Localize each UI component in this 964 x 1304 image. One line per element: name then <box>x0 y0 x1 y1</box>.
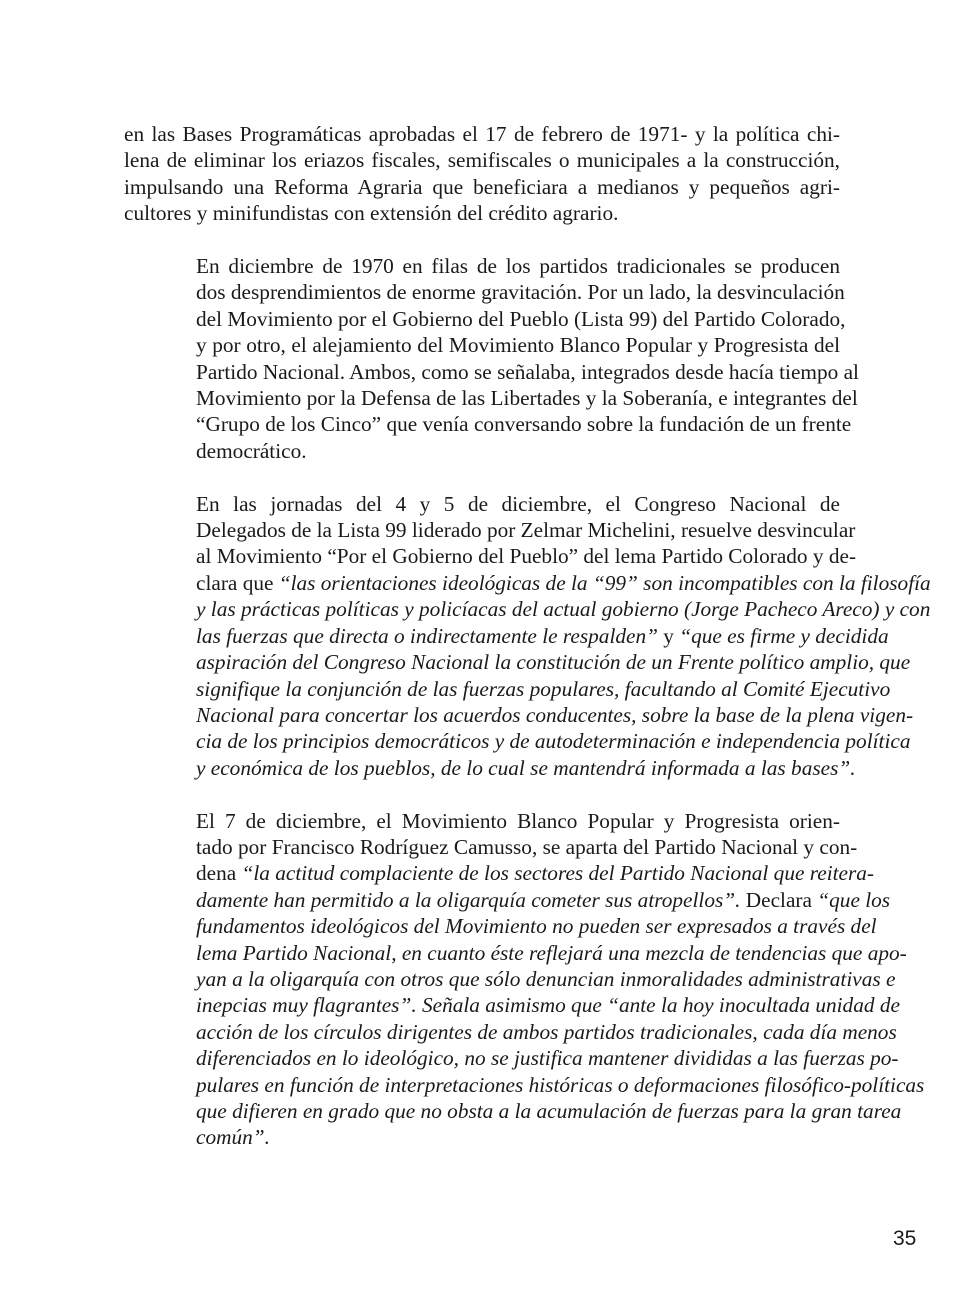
text-segment: En diciembre de 1970 en filas de los partidos tradicionales se producen <box>196 254 840 279</box>
page-number: 35 <box>893 1227 917 1250</box>
paragraph-3 <box>124 491 931 781</box>
quoted-text: signifique la conjunción de las fuerzas populares, facultando al Comité Ejecutivo <box>196 676 891 701</box>
text-segment: Movimiento por la Defensa de las Libertades y la Soberanía, e integrantes del <box>196 386 858 411</box>
paragraph-2 <box>124 253 859 464</box>
text-line <box>124 332 840 358</box>
text-line <box>124 940 907 966</box>
text-segment: En las jornadas del 4 y 5 de diciembre, el Congreso Nacional de <box>196 491 840 516</box>
quoted-text: damente han permitido a la oligarquía cometer sus atropellos”. <box>196 887 741 912</box>
text-line <box>124 1124 840 1150</box>
text-segment: en las Bases Programáticas aprobadas el 17 de febrero de 1971- y la política chi- <box>124 122 840 146</box>
text-line <box>124 966 896 992</box>
quoted-text: y las prácticas políticas y policíacas del actual gobierno (Jorge Pacheco Areco) y con <box>196 597 931 622</box>
quoted-text: las fuerzas que directa o indirectamente le respalden” <box>196 623 658 648</box>
text-segment: lena de eliminar los eriazos fiscales, semifiscales o municipales a la construcción, <box>124 148 840 173</box>
text-line <box>124 279 845 305</box>
text-segment: El 7 de diciembre, el Movimiento Blanco Popular y Progresista orien- <box>196 808 840 833</box>
quoted-text: y económica de los pueblos, de lo cual se mantendrá informada a las bases”. <box>196 755 856 780</box>
text-line <box>124 174 840 200</box>
quoted-text: diferenciados en lo ideológico, no se justifica mantener divididas a las fuerzas po- <box>196 1046 899 1071</box>
text-line <box>124 147 840 173</box>
text-line <box>124 121 840 147</box>
quoted-text: “las orientaciones ideológicas de la “99” son incompatibles con la filosofía <box>278 570 931 595</box>
text-line <box>124 1072 925 1098</box>
text-line <box>124 860 875 886</box>
text-segment: dena <box>196 861 242 886</box>
quoted-text: pulares en función de interpretaciones históricas o deformaciones filosófico-políticas <box>196 1072 925 1097</box>
text-line <box>124 623 889 649</box>
text-segment: Delegados de la Lista 99 liderado por Zelmar Michelini, resuelve desvincular <box>196 518 856 543</box>
text-segment: y <box>657 623 680 648</box>
text-line <box>124 887 891 913</box>
text-segment: al Movimiento “Por el Gobierno del Pueblo” del lema Partido Colorado y de- <box>196 544 857 569</box>
text-line <box>124 728 911 754</box>
text-line <box>124 411 852 437</box>
text-segment: y por otro, el alejamiento del Movimiento Blanco Popular y Progresista del <box>196 333 840 358</box>
text-line <box>124 359 859 385</box>
quoted-text: común”. <box>196 1125 270 1150</box>
text-line <box>124 253 840 279</box>
text-line <box>124 676 891 702</box>
text-segment: democrático. <box>196 438 307 463</box>
text-line <box>124 992 900 1018</box>
text-line <box>124 385 858 411</box>
text-segment: Partido Nacional. Ambos, como se señalaba, integrados desde hacía tiempo al <box>196 359 859 384</box>
text-line <box>124 543 857 569</box>
text-segment: dos desprendimientos de enorme gravitación. Por un lado, la desvinculación <box>196 280 845 305</box>
quoted-text: lema Partido Nacional, en cuanto éste reflejará una mezcla de tendencias que apo- <box>196 940 907 965</box>
text-segment: del Movimiento por el Gobierno del Pueblo (Lista 99) del Partido Colorado, <box>196 306 846 331</box>
text-segment: clara que <box>196 570 279 595</box>
text-line <box>124 517 856 543</box>
text-line <box>124 1098 902 1124</box>
text-line <box>124 200 840 226</box>
quoted-text: aspiración del Congreso Nacional la constitución de un Frente político amplio, que <box>196 650 911 675</box>
text-line <box>124 570 931 596</box>
text-line <box>124 834 858 860</box>
body-text <box>124 121 931 1177</box>
text-line <box>124 808 840 834</box>
text-line <box>124 755 856 781</box>
text-segment: Declara <box>740 887 818 912</box>
text-line <box>124 702 914 728</box>
text-segment: cultores y minifundistas con extensión del crédito agrario. <box>124 201 619 226</box>
text-segment: impulsando una Reforma Agraria que beneficiara a medianos y pequeños agri- <box>124 174 840 199</box>
text-line <box>124 491 840 517</box>
text-line <box>124 306 846 332</box>
text-segment: tado por Francisco Rodríguez Camusso, se aparta del Partido Nacional y con- <box>196 834 858 859</box>
quoted-text: yan a la oligarquía con otros que sólo denuncian inmoralidades administrativas e <box>196 966 896 991</box>
quoted-text: cia de los principios democráticos y de autodeterminación e independencia política <box>196 729 911 754</box>
quoted-text: que difieren en grado que no obsta a la acumulación de fuerzas para la gran tarea <box>196 1098 902 1123</box>
text-line <box>124 649 911 675</box>
quoted-text: fundamentos ideológicos del Movimiento no pueden ser expresados a través del <box>196 914 877 939</box>
text-line <box>124 913 877 939</box>
paragraph-1 <box>124 121 840 227</box>
text-line <box>124 1045 899 1071</box>
text-line <box>124 1019 897 1045</box>
quoted-text: “la actitud complaciente de los sectores del Partido Nacional que reitera- <box>241 861 875 886</box>
quoted-text: “que los <box>817 887 891 912</box>
quoted-text: inepcias muy flagrantes”. Señala asimismo que “ante la hoy inocultada unidad de <box>196 993 900 1018</box>
text-segment: “Grupo de los Cinco” que venía conversando sobre la fundación de un frente <box>196 412 852 437</box>
quoted-text: “que es firme y decidida <box>679 623 889 648</box>
quoted-text: acción de los círculos dirigentes de ambos partidos tradicionales, cada día menos <box>196 1019 897 1044</box>
text-line <box>124 596 931 622</box>
text-line <box>124 438 840 464</box>
quoted-text: Nacional para concertar los acuerdos conducentes, sobre la base de la plena vigen- <box>196 702 914 727</box>
paragraph-4 <box>124 808 925 1151</box>
